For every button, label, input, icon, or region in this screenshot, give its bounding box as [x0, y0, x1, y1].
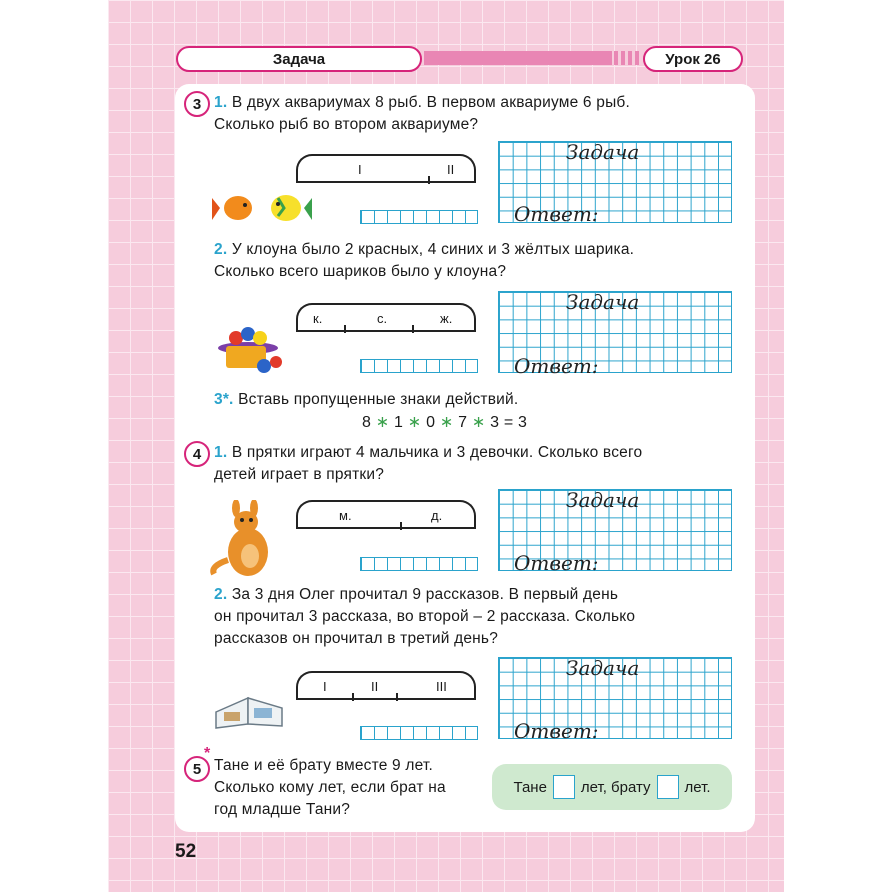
kangaroo-icon — [206, 500, 282, 580]
ex5-answer-brother: лет, брату — [580, 778, 651, 796]
segment-label-I: I — [358, 162, 362, 177]
ex3-p3-text: 3*. Вставь пропущенные знаки действий. — [214, 391, 519, 408]
exercise-5-number: 5 — [184, 756, 210, 782]
ex4-p2-text2: он прочитал 3 рассказа, во второй – 2 рассказа. Сколько — [214, 608, 636, 625]
ex5-text2: Сколько кому лет, если брат на — [214, 779, 446, 796]
segment-tick — [400, 522, 402, 530]
ex5-answer-panel — [492, 764, 732, 810]
header-lesson: Урок 26 — [643, 46, 743, 72]
ex5-text3: год младше Тани? — [214, 801, 351, 818]
clown-hat-balls-icon — [214, 316, 284, 376]
ex3-p1-text2: Сколько рыб во втором аквариуме? — [214, 116, 479, 133]
segment-label-s: с. — [377, 311, 388, 326]
segment-label-II: II — [371, 679, 379, 694]
segment-tick — [396, 693, 398, 701]
otvet-label: Ответ: — [514, 719, 599, 743]
answer-boxes-4[interactable] — [360, 726, 478, 740]
header-bar — [424, 51, 612, 65]
ex5-answer-years: лет. — [684, 778, 711, 796]
ex5-input-tanya[interactable] — [553, 775, 575, 799]
segment-base-4 — [296, 698, 476, 700]
segment-tick — [352, 693, 354, 701]
otvet-label: Ответ: — [514, 551, 599, 575]
segment-label-zh: ж. — [440, 311, 453, 326]
header-stripes — [614, 51, 640, 65]
ex3-p2-text: 2. У клоуна было 2 красных, 4 синих и 3 жёлтых шарика. — [214, 241, 635, 258]
zadacha-label: Задача — [566, 488, 640, 512]
segment-base-3 — [296, 527, 476, 529]
segment-diagram-3 — [296, 500, 476, 528]
zadacha-label: Задача — [566, 140, 640, 164]
header-topic: Задача — [176, 46, 422, 72]
exercise-5-star: * — [204, 745, 211, 762]
answer-boxes-3[interactable] — [360, 557, 478, 571]
exercise-4-number: 4 — [184, 441, 210, 467]
fish-icon — [212, 186, 312, 231]
segment-label-m: м. — [339, 508, 352, 523]
ex3-p1-text: 1. В двух аквариумах 8 рыб. В первом аквариуме 6 рыб. — [214, 94, 630, 111]
ex4-p1-text: 1. В прятки играют 4 мальчика и 3 девочки. Сколько всего — [214, 444, 643, 461]
segment-base-2 — [296, 330, 476, 332]
segment-tick — [428, 176, 430, 184]
segment-label-I: I — [323, 679, 327, 694]
ex5-text1: Тане и её брату вместе 9 лет. — [214, 757, 434, 774]
ex5-input-brother[interactable] — [657, 775, 679, 799]
page-number: 52 — [175, 841, 197, 862]
ex5-answer-tanya: Тане — [513, 778, 547, 796]
segment-tick — [344, 325, 346, 333]
otvet-label: Ответ: — [514, 202, 599, 226]
segment-tick — [412, 325, 414, 333]
otvet-label: Ответ: — [514, 354, 599, 378]
segment-base-1 — [296, 181, 476, 183]
segment-label-k: к. — [313, 311, 323, 326]
answer-boxes-1[interactable] — [360, 210, 478, 224]
segment-label-II: II — [447, 162, 455, 177]
ex3-p3-expression: 8 ∗ 1 ∗ 0 ∗ 7 ∗ 3 = 3 — [362, 414, 528, 431]
segment-label-III: III — [436, 679, 447, 694]
ex4-p2-text: 2. За 3 дня Олег прочитал 9 рассказов. В первый день — [214, 586, 619, 603]
zadacha-label: Задача — [566, 290, 640, 314]
open-book-icon — [214, 690, 284, 730]
segment-label-d: д. — [431, 508, 443, 523]
answer-boxes-2[interactable] — [360, 359, 478, 373]
ex4-p2-text3: рассказов он прочитал в третий день? — [214, 630, 499, 647]
zadacha-label: Задача — [566, 656, 640, 680]
exercise-3-number: 3 — [184, 91, 210, 117]
ex3-p2-text2: Сколько всего шариков было у клоуна? — [214, 263, 507, 280]
ex4-p1-text2: детей играет в прятки? — [214, 466, 385, 483]
